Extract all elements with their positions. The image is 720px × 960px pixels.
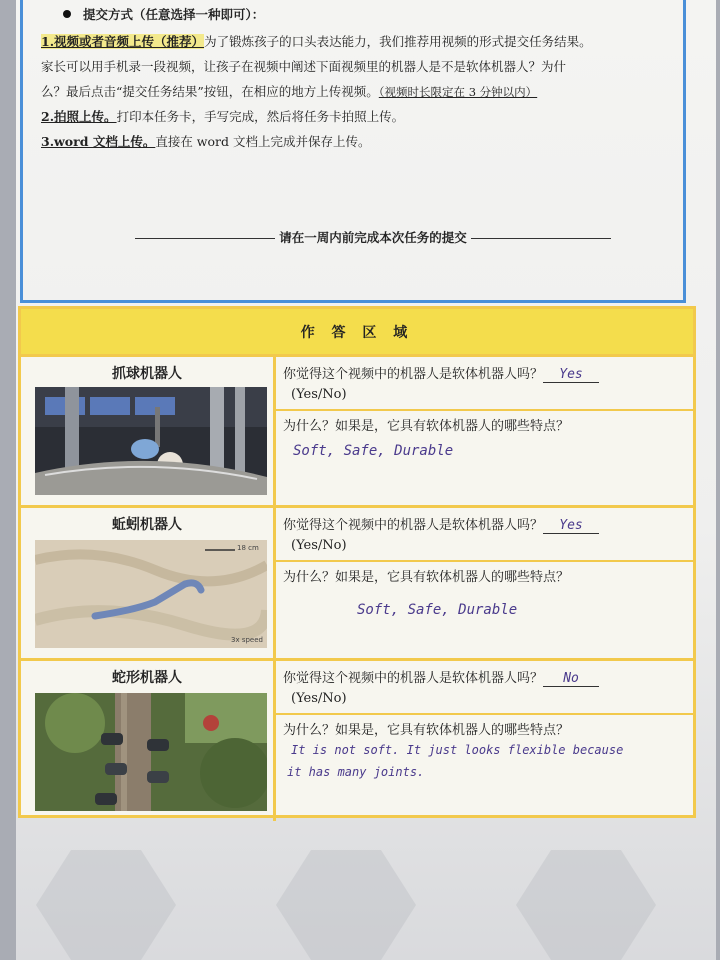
robot-cell bbox=[21, 357, 276, 505]
question-divider bbox=[276, 409, 693, 411]
question-why: 为什么？如果是，它具有软体机器人的哪些特点？ bbox=[283, 419, 570, 434]
worksheet-page bbox=[16, 0, 716, 960]
robot-row-snake bbox=[21, 658, 693, 821]
robot-row-grabber bbox=[21, 354, 693, 505]
yes-no-hint: (Yes/No) bbox=[291, 387, 347, 402]
robot-cell bbox=[21, 508, 276, 658]
robot-name: 抓球机器人 bbox=[112, 366, 182, 382]
option-1-text-c: 么？最后点击“提交任务结果”按钮，在相应的地方上传视频。 bbox=[41, 84, 379, 99]
option-1-text-a: 为了锻炼孩子的口头表达能力，我们推荐用视频的形式提交任务结果。 bbox=[204, 34, 592, 49]
handwritten-answer-yes-no: Yes bbox=[543, 367, 599, 383]
option-1-line-1 bbox=[41, 32, 592, 50]
robot-photo-earthworm bbox=[35, 540, 267, 648]
answer-area-title: 作 答 区 域 bbox=[21, 309, 693, 357]
handwritten-answer-reason: Soft, Safe, Durable bbox=[293, 443, 454, 459]
option-3-label: 3.word 文档上传。 bbox=[41, 134, 156, 149]
question-is-soft-robot bbox=[283, 514, 599, 534]
yes-no-hint: (Yes/No) bbox=[291, 691, 347, 706]
submission-title: 提交方式（任意选择一种即可）： bbox=[83, 7, 265, 22]
deadline-notice: 请在一周内前完成本次任务的提交 bbox=[123, 228, 623, 246]
option-2-text: 打印本任务卡，手写完成，然后将任务卡拍照上传。 bbox=[116, 109, 405, 124]
option-2-line bbox=[41, 107, 404, 125]
question-text: 你觉得这个视频中的机器人是软体机器人吗？ bbox=[283, 671, 544, 686]
question-is-soft-robot bbox=[283, 667, 599, 687]
background-shadow bbox=[516, 850, 656, 960]
question-text: 你觉得这个视频中的机器人是软体机器人吗？ bbox=[283, 367, 544, 382]
robot-photo-grabber bbox=[35, 387, 267, 495]
handwritten-answer-reason: It is not soft. It just looks flexible because bbox=[291, 743, 624, 757]
question-divider bbox=[276, 713, 693, 715]
option-1-line-2: 家长可以用手机录一段视频，让孩子在视频中阐述下面视频里的机器人是不是软体机器人？为什 bbox=[41, 59, 567, 74]
handwritten-answer-reason-line-2: it has many joints. bbox=[287, 765, 425, 779]
submission-instructions-box bbox=[20, 0, 686, 303]
background-shadow bbox=[276, 850, 416, 960]
handwritten-answer-yes-no: Yes bbox=[543, 518, 599, 534]
robot-name: 蛇形机器人 bbox=[112, 670, 182, 686]
robot-cell bbox=[21, 661, 276, 821]
option-3-line bbox=[41, 132, 370, 150]
question-divider bbox=[276, 560, 693, 562]
option-1-label: 1.视频或者音频上传（推荐） bbox=[41, 34, 205, 49]
robot-photo-snake bbox=[35, 693, 267, 811]
speed-label: 3x speed bbox=[231, 636, 263, 644]
question-why: 为什么？如果是，它具有软体机器人的哪些特点？ bbox=[283, 570, 570, 585]
option-3-text: 直接在 word 文档上完成并保存上传。 bbox=[155, 134, 371, 149]
bullet-dot bbox=[63, 10, 71, 18]
background-shadow bbox=[36, 850, 176, 960]
yes-no-hint: (Yes/No) bbox=[291, 538, 347, 553]
option-1-note: （视频时长限定在 3 分钟以内） bbox=[378, 85, 538, 99]
robot-row-earthworm bbox=[21, 505, 693, 658]
handwritten-answer-reason: Soft, Safe, Durable bbox=[357, 602, 518, 618]
handwritten-answer-yes-no: No bbox=[543, 671, 599, 687]
answer-area bbox=[18, 306, 696, 818]
scale-label: 18 cm bbox=[237, 544, 259, 552]
robot-name: 蚯蚓机器人 bbox=[112, 517, 182, 533]
option-2-label: 2.拍照上传。 bbox=[41, 109, 117, 124]
question-text: 你觉得这个视频中的机器人是软体机器人吗？ bbox=[283, 518, 544, 533]
option-1-line-3 bbox=[41, 82, 537, 100]
question-is-soft-robot bbox=[283, 363, 599, 383]
question-why: 为什么？如果是，它具有软体机器人的哪些特点？ bbox=[283, 723, 570, 738]
